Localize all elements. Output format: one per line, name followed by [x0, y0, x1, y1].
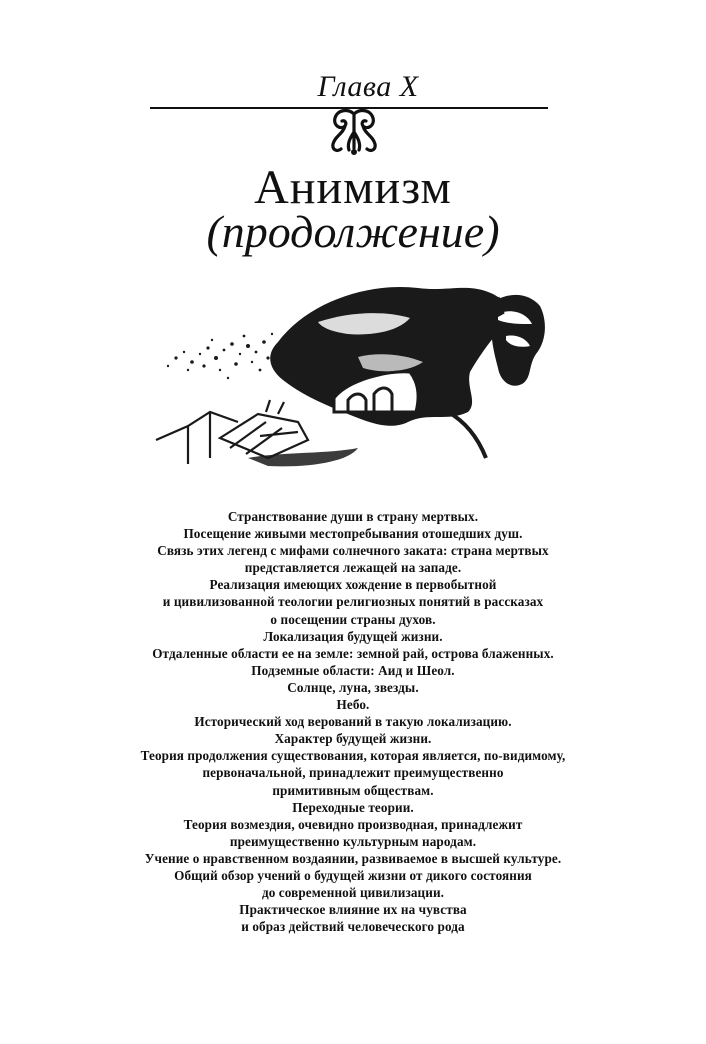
chapter-title: Анимизм [254, 161, 452, 214]
chapter-summary [60, 508, 646, 935]
summary-line: первоначальной, принадлежит преимущественно [202, 765, 504, 781]
summary-line: Переходные теории. [292, 799, 414, 815]
summary-line: и образ действий человеческого рода [241, 919, 465, 935]
summary-line: и цивилизованной теологии религиозных понятий в рассказах [162, 594, 544, 610]
rock-art-illustration [148, 262, 558, 474]
summary-line: Исторический ход верований в такую локализацию. [194, 714, 512, 730]
summary-line: преимущественно культурным народам. [229, 833, 477, 849]
summary-line: о посещении страны духов. [270, 611, 436, 627]
summary-line: Странствование души в страну мертвых. [227, 509, 479, 524]
summary-line: Подземные области: Аид и Шеол. [251, 662, 455, 678]
summary-line: до современной цивилизации. [261, 885, 445, 901]
summary-line: Теория продолжения существования, которая является, по-видимому, [140, 748, 566, 764]
summary-line: Практическое влияние их на чувства [239, 902, 467, 918]
chapter-subtitle: (продолжение) [206, 206, 500, 257]
summary-line: Характер будущей жизни. [274, 731, 432, 747]
summary-line: Локализация будущей жизни. [263, 628, 443, 644]
chapter-label: Глава X [317, 70, 419, 103]
summary-line: Отдаленные области ее на земле: земной рай, острова блаженных. [152, 645, 554, 661]
summary-line: Реализация имеющих хождение в первобытной [209, 577, 497, 593]
summary-line: Общий обзор учений о будущей жизни от дикого состояния [174, 867, 532, 883]
summary-line: Посещение живыми местопребывания отошедших душ. [183, 526, 523, 542]
summary-line: Солнце, луна, звезды. [287, 679, 419, 695]
summary-line: Теория возмездия, очевидно производная, принадлежит [183, 816, 523, 832]
summary-line: Небо. [336, 697, 370, 713]
fleuron-ornament-icon [323, 108, 385, 158]
summary-line: Учение о нравственном воздаянии, развиваемое в высшей культуре. [144, 850, 562, 866]
summary-line: примитивным обществам. [272, 782, 434, 798]
summary-line: Связь этих легенд с мифами солнечного заката: страна мертвых [157, 543, 549, 559]
summary-line: представляется лежащей на западе. [244, 560, 462, 576]
